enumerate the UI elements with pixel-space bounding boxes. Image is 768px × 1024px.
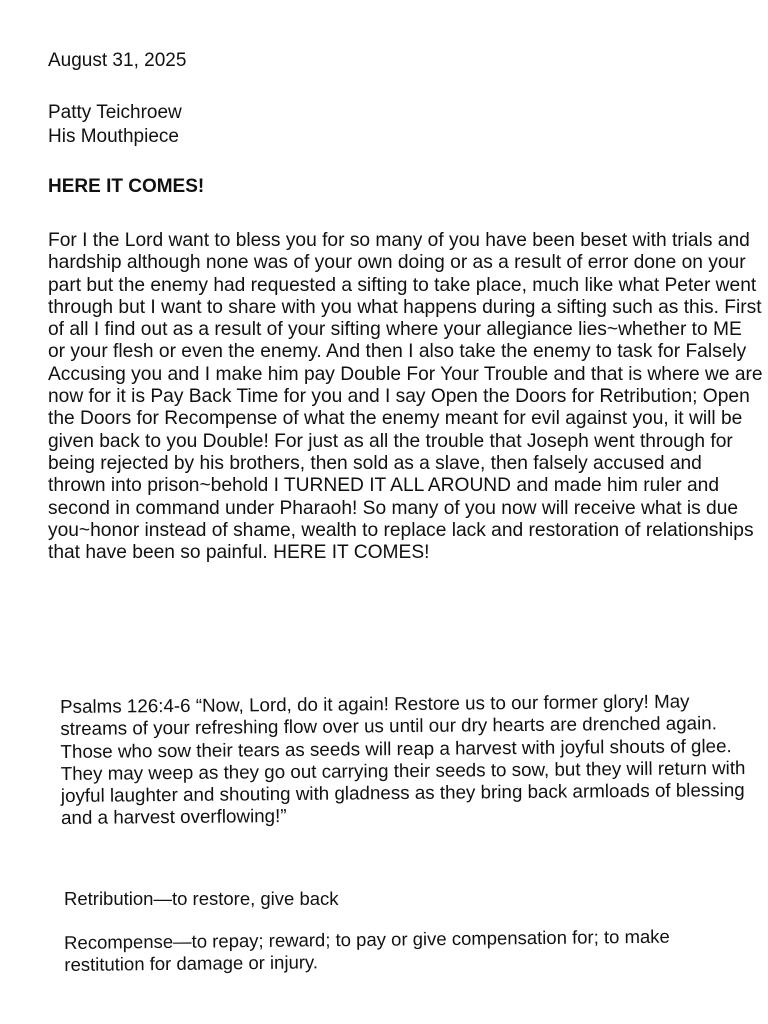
letter-heading: HERE IT COMES!: [48, 176, 205, 197]
letter-date: August 31, 2025: [48, 50, 187, 71]
author-block: [48, 101, 182, 149]
letter-body: For I the Lord want to bless you for so many of you have been beset with trials and hardship although none was of your own doing or as a result of error done on your part but the enemy had requested a sifting to take place, much like what Peter went through but I want to share with you what happens during a sifting such as this. First of all I find out as a result of your sifting where your allegiance lies~whether to ME or your flesh or even the enemy. And then I also take the enemy to task for Falsely Accusing you and I make him pay Double For Your Trouble and that is where we are now for it is Pay Back Time for you and I say Open the Doors for Retribution; Open the Doors for Recompense of what the enemy meant for evil against you, it will be given back to you Double! For just as all the trouble that Joseph went through for being rejected by his brothers, then sold as a slave, then falsely accused and thrown into prison~behold I TURNED IT ALL AROUND and made him ruler and second in command under Pharaoh! So many of you now will receive what is due you~honor instead of shame, wealth to replace lack and restoration of relationships that have been so painful. HERE IT COMES!: [48, 230, 763, 564]
definition-recompense: Recompense—to repay; reward; to pay or give compensation for; to make restitution for damage or injury.: [64, 925, 670, 975]
author-title: His Mouthpiece: [48, 126, 179, 147]
scripture-quote: Psalms 126:4-6 “Now, Lord, do it again! Restore us to our former glory! May streams of your refreshing flow over us until our dry hearts are drenched again. Those who sow their tears as seeds will reap a harvest with joyful shouts of glee. They may weep as they go out carrying their seeds to sow, but they will return with joyful laughter and shouting with gladness as they bring back armloads of blessing and a harvest overflowing!”: [60, 690, 746, 829]
author-name: Patty Teichroew: [48, 102, 182, 123]
definition-retribution: Retribution—to restore, give back: [64, 888, 339, 909]
